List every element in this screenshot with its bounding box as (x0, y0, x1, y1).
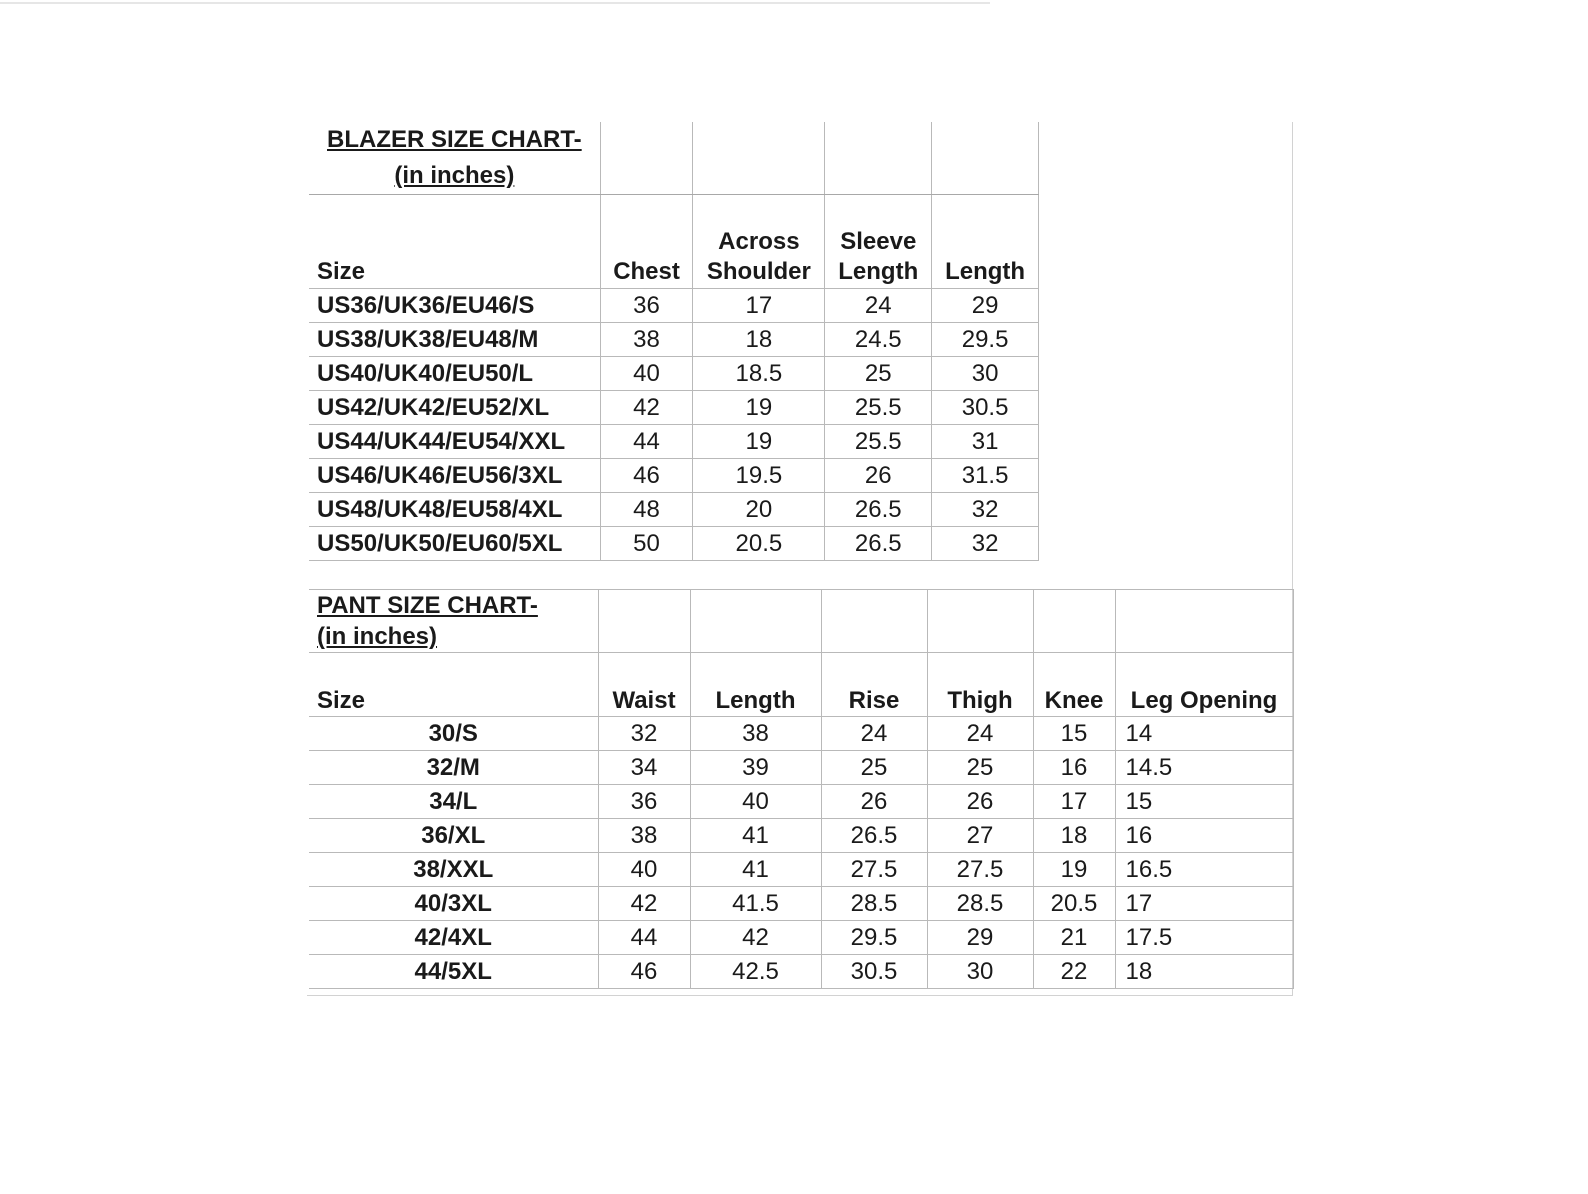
cell-leg-opening: 17.5 (1115, 921, 1293, 955)
cell-knee: 17 (1033, 785, 1115, 819)
cell-across-shoulder: 20 (693, 493, 825, 527)
empty-cell (1115, 590, 1293, 653)
header-length: Length (690, 653, 821, 717)
blazer-title-line2: (in inches) (394, 162, 515, 189)
cell-size: US50/UK50/EU60/5XL (309, 527, 600, 561)
header-waist: Waist (598, 653, 690, 717)
empty-cell (693, 122, 825, 195)
cell-sleeve-length: 26.5 (825, 493, 932, 527)
header-leg-opening: Leg Opening (1115, 653, 1293, 717)
header-across-shoulder-line1: Across (718, 228, 800, 255)
cell-chest: 40 (600, 357, 693, 391)
table-row (309, 425, 1039, 459)
cell-across-shoulder: 18 (693, 323, 825, 357)
cell-chest: 44 (600, 425, 693, 459)
header-size: Size (309, 195, 600, 289)
blazer-title-line1: BLAZER SIZE CHART- (327, 126, 582, 153)
cell-thigh: 29 (927, 921, 1033, 955)
cell-rise: 26 (821, 785, 927, 819)
cell-leg-opening: 17 (1115, 887, 1293, 921)
header-sleeve-length-line2: Length (838, 258, 919, 285)
cell-rise: 30.5 (821, 955, 927, 989)
pant-title-line2: (in inches) (317, 623, 438, 650)
cell-size: US48/UK48/EU58/4XL (309, 493, 600, 527)
cell-knee: 20.5 (1033, 887, 1115, 921)
empty-cell (932, 122, 1039, 195)
cell-length: 30 (932, 357, 1039, 391)
cell-length: 38 (690, 717, 821, 751)
cell-thigh: 27.5 (927, 853, 1033, 887)
empty-cell (821, 590, 927, 653)
cell-sleeve-length: 25.5 (825, 425, 932, 459)
pant-header-row (309, 653, 1293, 717)
cell-waist: 40 (598, 853, 690, 887)
cell-length: 30.5 (932, 391, 1039, 425)
cell-rise: 26.5 (821, 819, 927, 853)
header-length: Length (932, 195, 1039, 289)
cell-rise: 25 (821, 751, 927, 785)
cell-size: 44/5XL (309, 955, 598, 989)
cell-across-shoulder: 20.5 (693, 527, 825, 561)
cell-rise: 27.5 (821, 853, 927, 887)
cell-thigh: 28.5 (927, 887, 1033, 921)
cell-size: 38/XXL (309, 853, 598, 887)
pant-title (317, 590, 538, 652)
table-row (309, 357, 1039, 391)
cell-chest: 48 (600, 493, 693, 527)
blazer-title (327, 122, 582, 194)
blazer-size-table (309, 122, 1039, 561)
header-size: Size (309, 653, 598, 717)
cell-leg-opening: 15 (1115, 785, 1293, 819)
pant-title-line1: PANT SIZE CHART- (317, 592, 538, 619)
cell-across-shoulder: 19 (693, 425, 825, 459)
cell-waist: 44 (598, 921, 690, 955)
cell-waist: 32 (598, 717, 690, 751)
cell-size: 32/M (309, 751, 598, 785)
cell-across-shoulder: 17 (693, 289, 825, 323)
header-thigh: Thigh (927, 653, 1033, 717)
table-row (309, 785, 1293, 819)
table-row (309, 323, 1039, 357)
header-chest: Chest (600, 195, 693, 289)
table-row (309, 391, 1039, 425)
cell-size: 30/S (309, 717, 598, 751)
cell-length: 29 (932, 289, 1039, 323)
cell-waist: 42 (598, 887, 690, 921)
cell-size: 40/3XL (309, 887, 598, 921)
cell-size: US36/UK36/EU46/S (309, 289, 600, 323)
cell-size: 36/XL (309, 819, 598, 853)
cell-sleeve-length: 26.5 (825, 527, 932, 561)
cell-chest: 42 (600, 391, 693, 425)
cell-leg-opening: 18 (1115, 955, 1293, 989)
header-sleeve-length (825, 195, 932, 289)
cell-chest: 50 (600, 527, 693, 561)
cell-length: 41.5 (690, 887, 821, 921)
cell-knee: 21 (1033, 921, 1115, 955)
cell-waist: 46 (598, 955, 690, 989)
cell-leg-opening: 14 (1115, 717, 1293, 751)
pant-title-cell (309, 590, 598, 653)
cell-chest: 38 (600, 323, 693, 357)
cell-across-shoulder: 19.5 (693, 459, 825, 493)
cell-length: 41 (690, 853, 821, 887)
table-row (309, 527, 1039, 561)
header-sleeve-length-line1: Sleeve (840, 228, 917, 255)
table-row (309, 459, 1039, 493)
cell-knee: 16 (1033, 751, 1115, 785)
cell-sleeve-length: 24.5 (825, 323, 932, 357)
pant-size-table (309, 589, 1294, 989)
cell-length: 32 (932, 527, 1039, 561)
empty-cell (1033, 590, 1115, 653)
cell-size: US38/UK38/EU48/M (309, 323, 600, 357)
table-row (309, 493, 1039, 527)
header-across-shoulder (693, 195, 825, 289)
cell-length: 41 (690, 819, 821, 853)
cell-rise: 29.5 (821, 921, 927, 955)
cell-length: 31 (932, 425, 1039, 459)
cell-thigh: 30 (927, 955, 1033, 989)
cell-knee: 22 (1033, 955, 1115, 989)
cell-waist: 36 (598, 785, 690, 819)
cell-rise: 28.5 (821, 887, 927, 921)
cell-leg-opening: 16 (1115, 819, 1293, 853)
cell-thigh: 27 (927, 819, 1033, 853)
cell-size: US42/UK42/EU52/XL (309, 391, 600, 425)
empty-cell (598, 590, 690, 653)
top-divider-line (0, 2, 990, 4)
cell-leg-opening: 14.5 (1115, 751, 1293, 785)
empty-cell (600, 122, 693, 195)
table-row (309, 751, 1293, 785)
header-across-shoulder-line2: Shoulder (706, 258, 811, 285)
cell-waist: 38 (598, 819, 690, 853)
table-row (309, 289, 1039, 323)
table-row (309, 717, 1293, 751)
cell-chest: 36 (600, 289, 693, 323)
cell-knee: 19 (1033, 853, 1115, 887)
table-row (309, 853, 1293, 887)
cell-length: 31.5 (932, 459, 1039, 493)
cell-leg-opening: 16.5 (1115, 853, 1293, 887)
cell-size: 42/4XL (309, 921, 598, 955)
blazer-header-row (309, 195, 1039, 289)
cell-thigh: 24 (927, 717, 1033, 751)
cell-knee: 18 (1033, 819, 1115, 853)
cell-sleeve-length: 25 (825, 357, 932, 391)
cell-length: 42.5 (690, 955, 821, 989)
cell-size: US46/UK46/EU56/3XL (309, 459, 600, 493)
cell-size: US44/UK44/EU54/XXL (309, 425, 600, 459)
cell-sleeve-length: 25.5 (825, 391, 932, 425)
table-row (309, 887, 1293, 921)
header-rise: Rise (821, 653, 927, 717)
empty-cell (690, 590, 821, 653)
table-row (309, 955, 1293, 989)
cell-size: US40/UK40/EU50/L (309, 357, 600, 391)
cell-length: 42 (690, 921, 821, 955)
empty-cell (825, 122, 932, 195)
header-knee: Knee (1033, 653, 1115, 717)
cell-across-shoulder: 18.5 (693, 357, 825, 391)
cell-size: 34/L (309, 785, 598, 819)
cell-waist: 34 (598, 751, 690, 785)
cell-length: 29.5 (932, 323, 1039, 357)
cell-rise: 24 (821, 717, 927, 751)
cell-knee: 15 (1033, 717, 1115, 751)
blazer-title-cell (309, 122, 600, 195)
table-row (309, 921, 1293, 955)
empty-cell (927, 590, 1033, 653)
cell-thigh: 26 (927, 785, 1033, 819)
cell-thigh: 25 (927, 751, 1033, 785)
cell-length: 39 (690, 751, 821, 785)
cell-chest: 46 (600, 459, 693, 493)
table-row (309, 819, 1293, 853)
cell-length: 40 (690, 785, 821, 819)
cell-length: 32 (932, 493, 1039, 527)
cell-sleeve-length: 24 (825, 289, 932, 323)
cell-across-shoulder: 19 (693, 391, 825, 425)
cell-sleeve-length: 26 (825, 459, 932, 493)
